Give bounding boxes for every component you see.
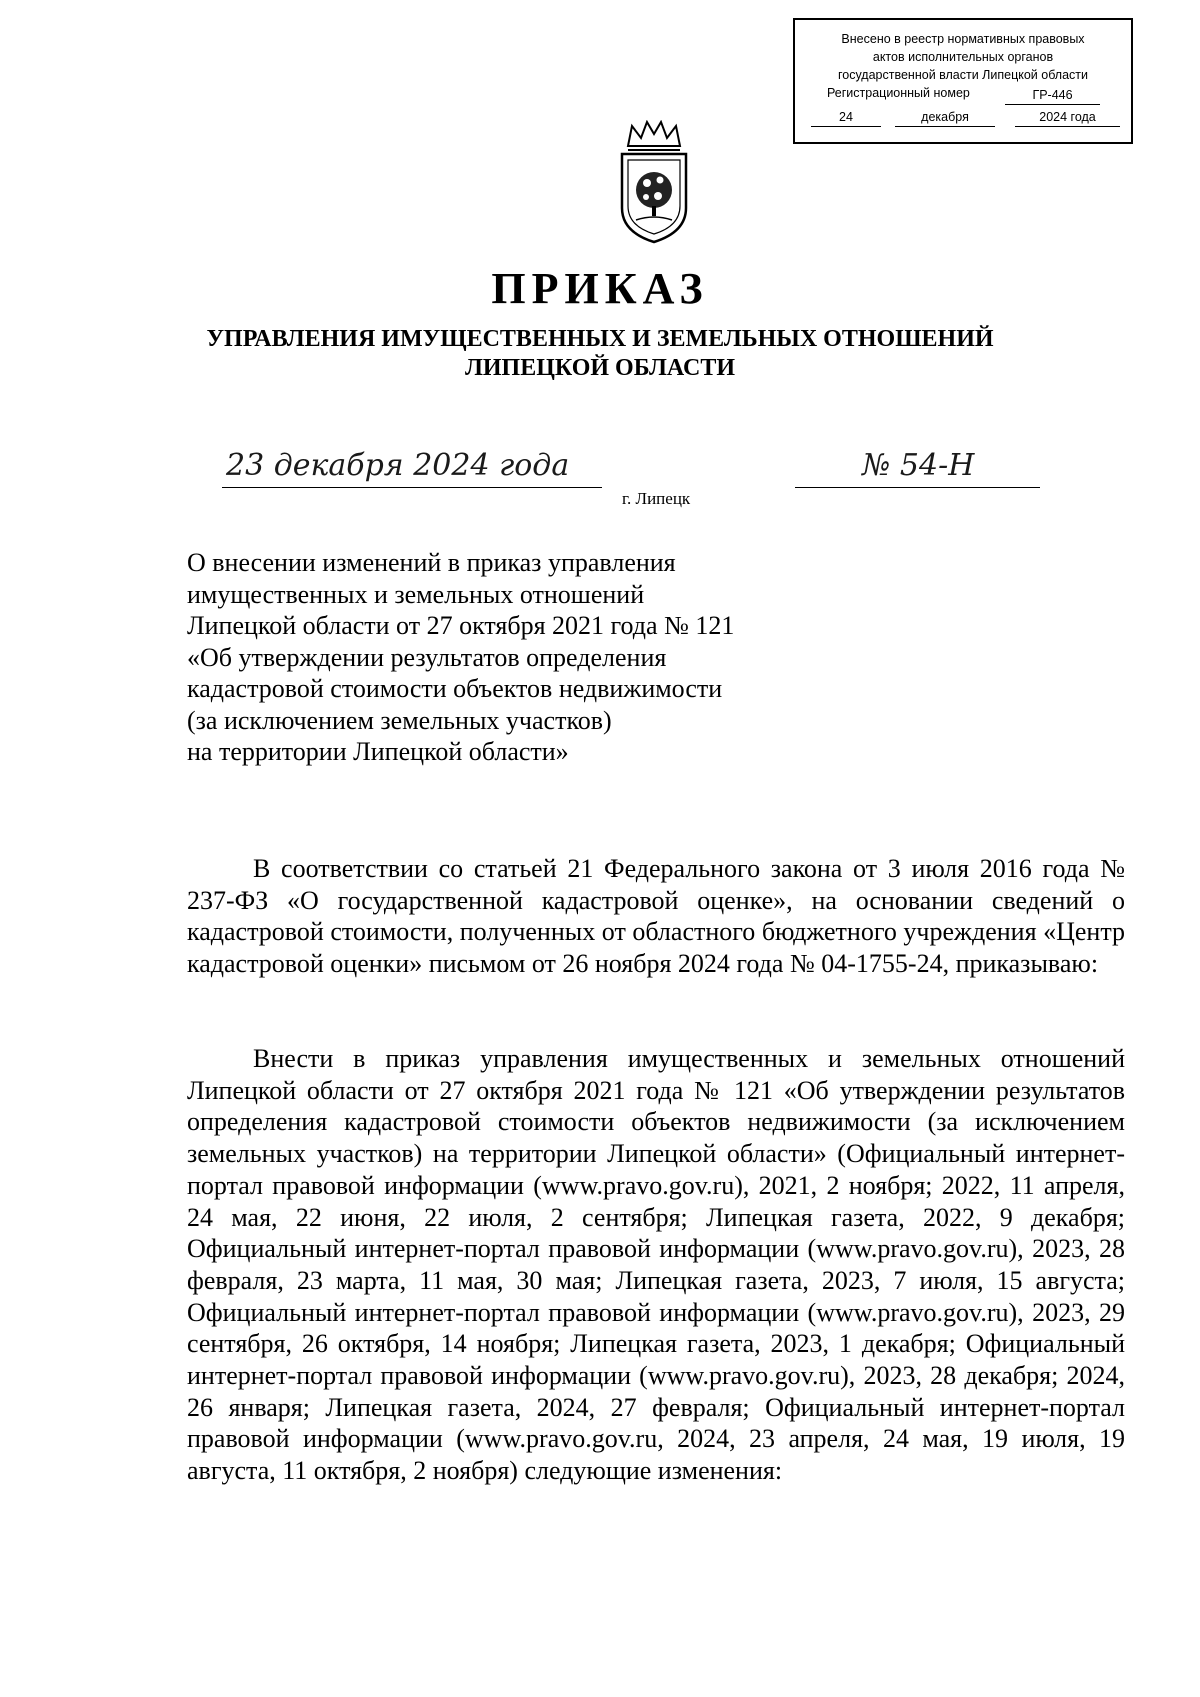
amendment-paragraph: Внести в приказ управления имущественных и земельных отношений Липецкой области от 27 октября 2021 года № 121 «Об утверждении результатов определения кадастровой стоимости объектов недвижимости (за исключением земельных участков) на территории Липецкой области» (Официальный интернет-портал правовой информации (www.pravo.gov.ru), 2021, 2 ноября; 2022, 11 апреля, 24 мая, 22 июня, 22 июля, 2 сентября; Липецкая газета, 2022, 9 декабря; Официальный интернет-портал правовой информации (www.pravo.gov.ru), 2023, 28 февраля, 23 марта, 11 мая, 30 мая; Липецкая газета, 2023, 7 июля, 15 августа; Официальный интернет-портал правовой информации (www.pravo.gov.ru), 2023, 29 сентября, 26 октября, 14 ноября; Липецкая газета, 2023, 1 декабря; Официальный интернет-портал правовой информации (www.pravo.gov.ru), 2023, 28 декабря; 2024, 26 января; Липецкая газета, 2024, 27 февраля; Официальный интернет-портал правовой информации (www.pravo.gov.ru, 2024, 23 апреля, 24 мая, 19 июля, 19 августа, 11 октября, 2 ноября) следующие изменения: (187, 1044, 1125, 1486)
heading-line: имущественных и земельных отношений (187, 579, 645, 609)
subtitle-line-2: ЛИПЕЦКОЙ ОБЛАСТИ (465, 355, 735, 381)
handwritten-number: № 54-Н (862, 448, 975, 483)
city-label: г. Липецк (622, 489, 691, 508)
number-underline (795, 487, 1040, 488)
heading-line: на территории Липецкой области» (187, 737, 569, 766)
stamp-line-3: государственной власти Липецкой области (837, 68, 1089, 82)
preamble-paragraph: В соответствии со статьей 21 Федерального закона от 3 июля 2016 года № 237-ФЗ «О государственной кадастровой оценке», на основании сведений о кадастровой стоимости, полученных от областного бюджетного учреждения «Центр кадастровой оценки» письмом от 26 ноября 2024 года № 04-1755-24, приказываю: (187, 854, 1125, 979)
stamp-registration-label: Регистрационный номер (827, 86, 970, 100)
registry-stamp (793, 18, 1133, 144)
heading-line: О внесении изменений в приказ управления (187, 548, 676, 577)
heading-line: кадастровой стоимости объектов недвижимости (187, 674, 723, 703)
heading-line: (за исключением земельных участков) (187, 705, 612, 735)
stamp-day: 24 (811, 108, 881, 127)
stamp-month: декабря (895, 108, 995, 127)
stamp-registration-row (795, 84, 1131, 104)
stamp-registration-number: ГР-446 (1005, 86, 1100, 105)
handwritten-date: 23 декабря 2024 года (226, 448, 570, 483)
heading-line: Липецкой области от 27 октября 2021 года № 121 (187, 611, 735, 640)
stamp-line-1: Внесено в реестр нормативных правовых (841, 32, 1085, 46)
heading-line: «Об утверждении результатов определения (187, 642, 667, 672)
subtitle-line-1: УПРАВЛЕНИЯ ИМУЩЕСТВЕННЫХ И ЗЕМЕЛЬНЫХ ОТНОШЕНИЙ (206, 326, 994, 352)
document-subtitle (0, 325, 1200, 383)
date-underline (222, 487, 602, 488)
coat-of-arms-icon (614, 120, 694, 246)
stamp-year: 2024 года (1015, 108, 1120, 127)
stamp-line-2: актов исполнительных органов (872, 50, 1054, 64)
order-heading (187, 547, 807, 768)
document-title: ПРИКАЗ (491, 264, 709, 313)
stamp-date-row (795, 108, 1131, 128)
